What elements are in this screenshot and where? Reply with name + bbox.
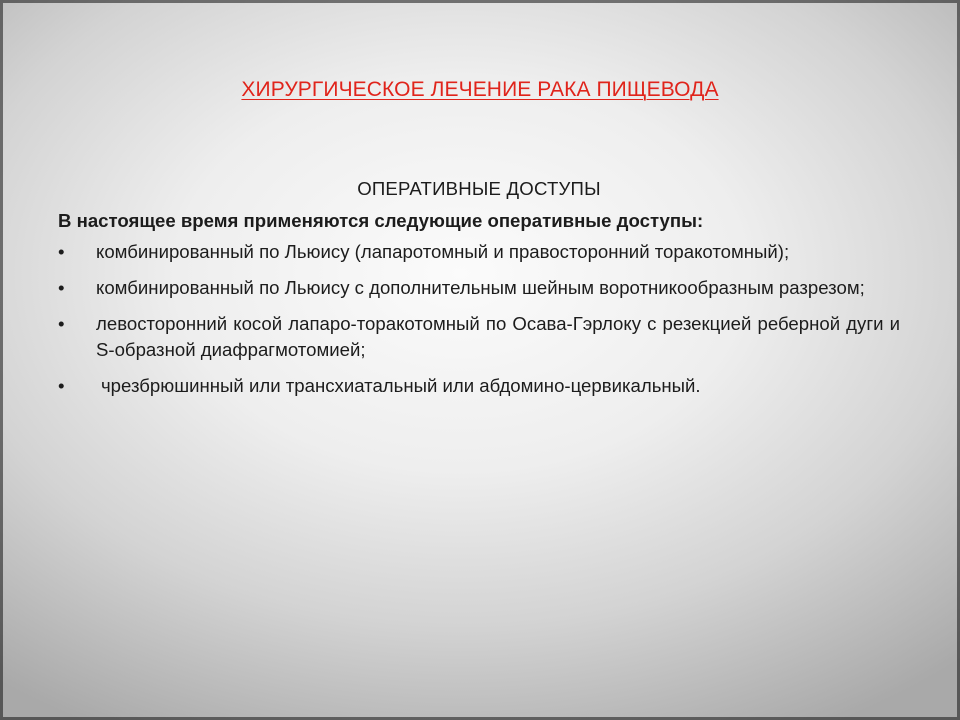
access-list [58, 239, 900, 399]
bullet-icon: • [58, 375, 65, 396]
list-item [58, 275, 900, 301]
slide-content [58, 176, 900, 409]
list-item [58, 239, 900, 265]
bullet-icon: • [58, 277, 65, 298]
list-item-text: левосторонний косой лапаро-торакотомный по Осава-Гэрлоку с резекцией реберной дуги и S-образной диафрагмотомией; [96, 313, 900, 360]
bullet-icon: • [58, 241, 65, 262]
list-item [58, 311, 900, 363]
slide-title: ХИРУРГИЧЕСКОЕ ЛЕЧЕНИЕ РАКА ПИЩЕВОДА [241, 78, 719, 101]
intro-text: В настоящее время применяются следующие оперативные доступы: [58, 210, 704, 231]
list-item-text: комбинированный по Льюису с дополнительным шейным воротникообразным разрезом; [96, 277, 865, 298]
list-item-text: чрезбрюшинный или трансхиатальный или абдомино-цервикальный. [101, 375, 701, 396]
slide-subtitle: ОПЕРАТИВНЫЕ ДОСТУПЫ [357, 178, 601, 199]
list-item [58, 373, 900, 399]
list-item-text: комбинированный по Льюису (лапаротомный и правосторонний торакотомный); [96, 241, 790, 262]
bullet-icon: • [58, 313, 65, 334]
